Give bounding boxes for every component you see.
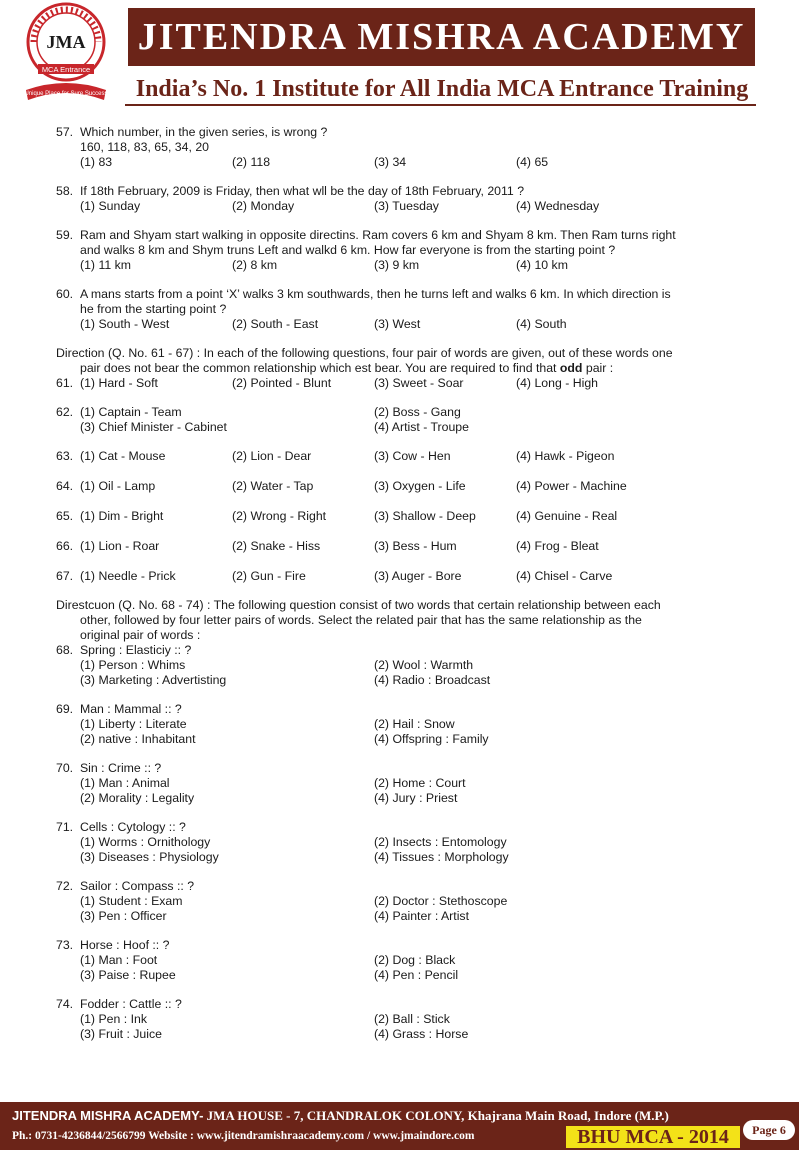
question-number: 69. [56, 702, 74, 716]
question-stem: Man : Mammal :: ? [79, 702, 182, 716]
direction-emphasis: odd [559, 361, 583, 375]
option: (1) Person : Whims [80, 658, 186, 672]
direction-61-67 [56, 346, 676, 376]
option: (2) Insects : Entomology [374, 835, 507, 849]
question-58 [56, 184, 676, 214]
option: (1) Man : Animal [80, 776, 170, 790]
option-row [56, 835, 676, 850]
question-number: 61. [56, 376, 74, 390]
question-content [56, 125, 676, 1056]
option: (2) Doctor : Stethoscope [374, 894, 508, 908]
question-73 [56, 938, 676, 983]
option-row [56, 509, 676, 524]
logo-ribbon-text: Unique Place for Sure Success [24, 91, 108, 97]
question-69 [56, 702, 676, 747]
question-number: 59. [56, 228, 74, 242]
option: (1) South - West [80, 317, 170, 331]
option: (4) Jury : Priest [374, 791, 458, 805]
option-row [56, 968, 676, 983]
question-number: 66. [56, 539, 74, 553]
question-number: 58. [56, 184, 74, 198]
question-stem: Horse : Hoof :: ? [79, 938, 170, 952]
option: (3) Marketing : Advertisting [80, 673, 227, 687]
exam-badge: BHU MCA - 2014 [566, 1126, 740, 1148]
option-row [56, 673, 676, 688]
option: (1) 11 km [80, 258, 132, 272]
option-row [56, 199, 676, 214]
option: (4) Pen : Pencil [374, 968, 459, 982]
option-row [56, 1027, 676, 1042]
option-row [56, 317, 676, 332]
option: (3) Fruit : Juice [80, 1027, 162, 1041]
option-row [56, 909, 676, 924]
option: (3) Shallow - Deep [374, 509, 476, 523]
question-stem: Spring : Elasticiy :: ? [79, 643, 192, 657]
option: (2) Morality : Legality [80, 791, 195, 805]
option: (2) Snake - Hiss [232, 539, 321, 553]
question-stem: Sin : Crime :: ? [79, 761, 162, 775]
option: (1) Captain - Team [80, 405, 182, 419]
option-row [56, 791, 676, 806]
direction-text: Direstcuon (Q. No. 68 - 74) : The following question consist of two words that certain relationship between each other, followed by four letter pairs of words. Select the related pair that has the same relationship as the original pair of words : [56, 598, 661, 642]
question-number: 73. [56, 938, 74, 952]
option: (4) Grass : Horse [374, 1027, 469, 1041]
option: (4) Chisel - Carve [516, 569, 613, 583]
option: (3) Oxygen - Life [374, 479, 466, 493]
option-row [56, 1012, 676, 1027]
option: (1) Pen : Ink [80, 1012, 147, 1026]
option: (4) Radio : Broadcast [374, 673, 491, 687]
page-footer [0, 1102, 799, 1150]
direction-68-74 [56, 598, 676, 643]
question-71 [56, 820, 676, 865]
footer-address-line [12, 1108, 669, 1124]
question-61 [56, 376, 676, 391]
option: (1) Hard - Soft [80, 376, 158, 390]
question-text: Ram and Shyam start walking in opposite directins. Ram covers 6 km and Shyam 8 km. Then Ram turns right and walks 8 km and Shym truns Left and walkd 6 km. How far everyone is from the starting point ? [79, 228, 676, 257]
option-row [56, 539, 676, 554]
option: (1) 83 [80, 155, 113, 169]
option: (2) Wool : Warmth [374, 658, 474, 672]
academy-logo [24, 2, 108, 106]
option: (4) Painter : Artist [374, 909, 469, 923]
question-number: 57. [56, 125, 74, 139]
option: (1) Needle - Prick [80, 569, 176, 583]
option: (1) Cat - Mouse [80, 449, 166, 463]
option-row [56, 569, 676, 584]
option-row [56, 479, 676, 494]
option-row [56, 405, 676, 420]
option: (4) Genuine - Real [516, 509, 618, 523]
option: (3) Auger - Bore [374, 569, 462, 583]
option: (4) Offspring : Family [374, 732, 489, 746]
option: (4) Tissues : Morphology [374, 850, 509, 864]
option: (3) Cow - Hen [374, 449, 451, 463]
option: (2) Lion - Dear [232, 449, 312, 463]
option-row [56, 376, 676, 391]
academy-tagline: India’s No. 1 Institute for All India MCA Entrance Training [135, 76, 749, 102]
question-64 [56, 479, 676, 494]
question-number: 64. [56, 479, 74, 493]
question-number: 63. [56, 449, 74, 463]
question-74 [56, 997, 676, 1042]
option-row [56, 258, 676, 273]
option-row [56, 420, 676, 435]
option: (2) Boss - Gang [374, 405, 461, 419]
direction-text: Direction (Q. No. 61 - 67) : In each of the following questions, four pair of words are given, out of these words one pair does not bear the common relationship which est bear. You are required to find that [56, 346, 673, 375]
option: (2) Pointed - Blunt [232, 376, 332, 390]
option: (1) Liberty : Literate [80, 717, 187, 731]
logo-emblem-icon [24, 2, 108, 106]
question-series: 160, 118, 83, 65, 34, 20 [80, 140, 209, 154]
option-row [56, 449, 676, 464]
option: (3) Tuesday [374, 199, 439, 213]
footer-contact: Ph.: 0731-4236844/2566799 Website : www.jitendramishraacademy.com / www.jmaindore.com [12, 1130, 475, 1142]
option: (4) Artist - Troupe [374, 420, 469, 434]
option: (3) West [374, 317, 421, 331]
question-stem: Cells : Cytology :: ? [79, 820, 186, 834]
question-62 [56, 405, 676, 435]
option: (3) Diseases : Physiology [80, 850, 219, 864]
academy-title: JITENDRA MISHRA ACADEMY [128, 8, 755, 66]
question-number: 67. [56, 569, 74, 583]
option: (4) Hawk - Pigeon [516, 449, 615, 463]
question-text: Which number, in the given series, is wrong ? [79, 125, 328, 139]
question-number: 72. [56, 879, 74, 893]
logo-band-text: MCA Entrance [41, 65, 91, 74]
option-row [56, 894, 676, 909]
option: (1) Worms : Ornithology [80, 835, 211, 849]
question-number: 60. [56, 287, 74, 301]
question-59 [56, 228, 676, 273]
option: (2) Ball : Stick [374, 1012, 450, 1026]
option-row [56, 953, 676, 968]
question-stem: Fodder : Cattle :: ? [79, 997, 182, 1011]
footer-academy-name: JITENDRA MISHRA ACADEMY- [12, 1108, 204, 1123]
option-row [56, 717, 676, 732]
page-number-badge: Page 6 [743, 1120, 795, 1140]
option: (2) South - East [232, 317, 319, 331]
question-67 [56, 569, 676, 584]
question-number: 65. [56, 509, 74, 523]
option: (1) Dim - Bright [80, 509, 164, 523]
option: (2) Water - Tap [232, 479, 314, 493]
footer-address: JMA HOUSE - 7, CHANDRALOK COLONY, Khajrana Main Road, Indore (M.P.) [203, 1108, 669, 1123]
option: (2) 118 [232, 155, 271, 169]
question-57 [56, 125, 676, 170]
option: (3) Bess - Hum [374, 539, 457, 553]
question-stem: Sailor : Compass :: ? [79, 879, 195, 893]
option: (2) Monday [232, 199, 295, 213]
option-row [56, 658, 676, 673]
option: (2) Dog : Black [374, 953, 456, 967]
option: (4) Power - Machine [516, 479, 627, 493]
option: (2) Wrong - Right [232, 509, 327, 523]
option: (2) native : Inhabitant [80, 732, 196, 746]
option-row [56, 155, 676, 170]
question-number: 70. [56, 761, 74, 775]
question-65 [56, 509, 676, 524]
option-row [56, 732, 676, 747]
question-number: 71. [56, 820, 74, 834]
option: (1) Man : Foot [80, 953, 158, 967]
direction-text-end: pair : [582, 361, 614, 375]
question-66 [56, 539, 676, 554]
option-row [56, 776, 676, 791]
option: (2) Hail : Snow [374, 717, 455, 731]
logo-monogram: JMA [46, 32, 86, 52]
option: (4) South [516, 317, 567, 331]
option: (4) Long - High [516, 376, 599, 390]
question-number: 74. [56, 997, 74, 1011]
option: (1) Sunday [80, 199, 141, 213]
option: (2) Gun - Fire [232, 569, 306, 583]
option: (4) Wednesday [516, 199, 600, 213]
option: (4) Frog - Bleat [516, 539, 599, 553]
question-68 [56, 643, 676, 688]
option: (2) 8 km [232, 258, 278, 272]
option: (3) 34 [374, 155, 407, 169]
option: (3) Pen : Officer [80, 909, 167, 923]
question-63 [56, 449, 676, 464]
option: (3) Sweet - Soar [374, 376, 464, 390]
option: (1) Student : Exam [80, 894, 183, 908]
option: (2) Home : Court [374, 776, 466, 790]
tagline-underline [125, 104, 756, 106]
option: (3) Chief Minister - Cabinet [80, 420, 227, 434]
option: (3) 9 km [374, 258, 420, 272]
option: (4) 65 [516, 155, 549, 169]
option-row [56, 850, 676, 865]
question-72 [56, 879, 676, 924]
question-70 [56, 761, 676, 806]
question-number: 68. [56, 643, 74, 657]
question-60 [56, 287, 676, 332]
option: (1) Oil - Lamp [80, 479, 156, 493]
question-text: If 18th February, 2009 is Friday, then what wll be the day of 18th February, 2011 ? [79, 184, 525, 198]
question-number: 62. [56, 405, 74, 419]
option: (3) Paise : Rupee [80, 968, 176, 982]
option: (1) Lion - Roar [80, 539, 160, 553]
option: (4) 10 km [516, 258, 568, 272]
question-text: A mans starts from a point ‘X’ walks 3 km southwards, then he turns left and walks 6 km. In which direction is he from the starting point ? [79, 287, 671, 316]
